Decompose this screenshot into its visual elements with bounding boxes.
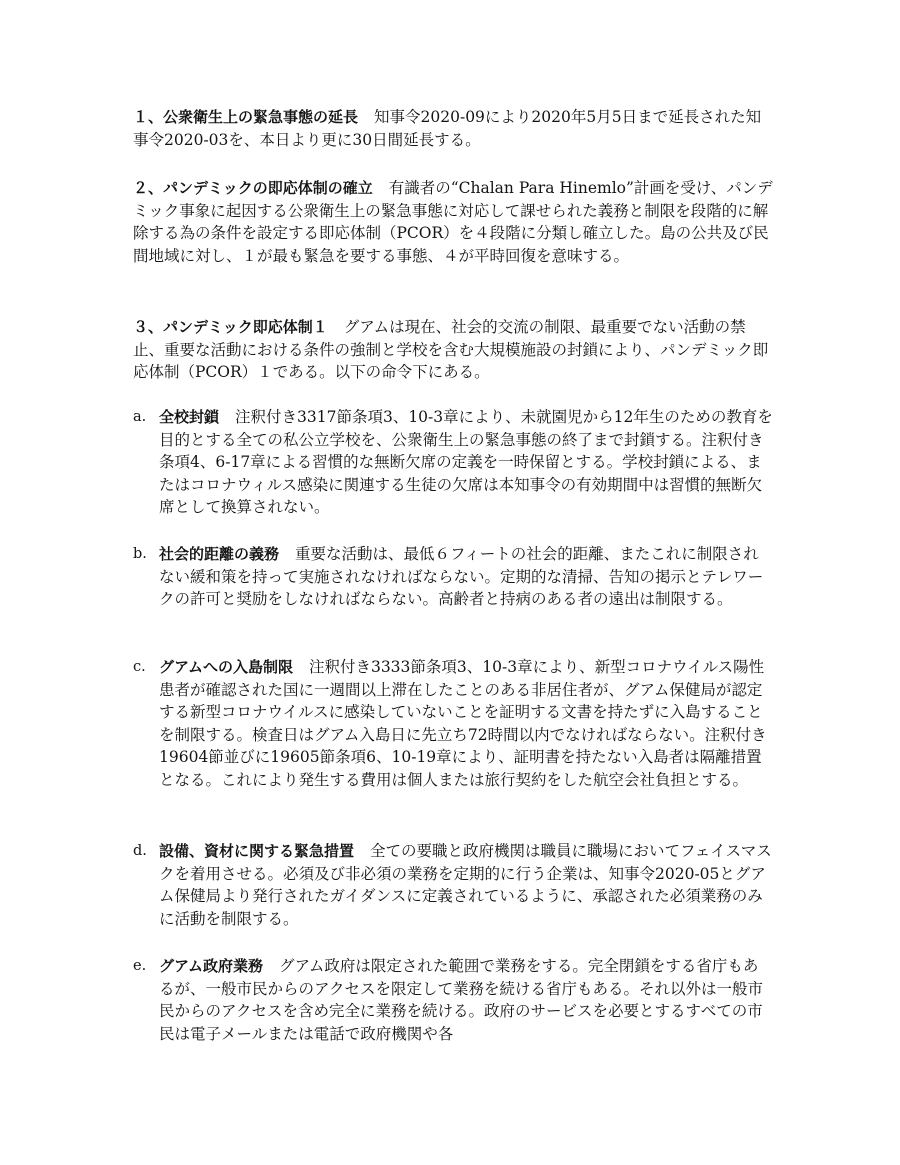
list-item-heading: 設備、資材に関する緊急措置 [159, 842, 355, 860]
list-item-b [133, 543, 773, 611]
list-marker: c. [133, 659, 146, 675]
list-item-text: 注釈付き3333節条項3、10-3章により、新型コロナウイルス陽性患者が確認された国に一週間以上滞在したことのある非居住者が、グアム保健局が認定する新型コロナウイルスに感染していないことを証明する文書を持たずに入島することを制限する。検査日はグアム入島日に先立ち72時間以内でなければならない。注釈付き19604節並びに19605節条項6、10-19章により、証明書を持たない入島者は隔離措置となる。これにより発生する費用は個人または旅行契約をした航空会社負担とする。 [159, 658, 767, 789]
list-item-d [133, 840, 773, 930]
list-item-text: 重要な活動は、最低６フィートの社会的距離、またこれに制限されない緩和策を持って実施されなければならない。定期的な清掃、告知の掲示とテレワークの許可と奨励をしなければならない。高齢者と持病のある者の遠出は制限する。 [159, 545, 764, 609]
list-item-body [159, 656, 773, 792]
section-3 [133, 316, 773, 384]
list-marker: b. [133, 546, 147, 562]
list-item-a [133, 406, 773, 519]
list-item-body [159, 543, 773, 611]
section-1-heading: １、公衆衛生上の緊急事態の延長 [133, 108, 359, 126]
list-item-c [133, 656, 773, 792]
section-2-heading: ２、パンデミックの即応体制の確立 [133, 179, 373, 197]
list-item-text: 注釈付き3317節条項3、10-3章により、未就園児から12年生のための教育を目的とする全ての私公立学校を、公衆衛生上の緊急事態の終了まで封鎖する。注釈付き条項4、6-17章による習慣的な無断欠席の定義を一時保留とする。学校封鎖による、またはコロナウィルス感染に関連する生徒の欠席は本知事令の有効期間中は習慣的無断欠席として換算されない。 [159, 408, 773, 517]
list-item-heading: グアム政府業務 [159, 957, 263, 975]
list-item-text: グアム政府は限定された範囲で業務をする。完全閉鎖をする省庁もあるが、一般市民からのアクセスを限定して業務を続ける省庁もある。それ以外は一般市民からのアクセスを含め完全に業務を続ける。政府のサービスを必要とするすべての市民は電子メールまたは電話で政府機関や各 [159, 957, 764, 1043]
section-1-text: 知事令2020-09により2020年5月5日まで延長された知事令2020-03を、本日より更に30日間延長する。 [133, 108, 762, 149]
list-item-body [159, 840, 773, 930]
section-2-text: 有識者の“Chalan Para Hinemlo”計画を受け、パンデミック事象に起因する公衆衛生上の緊急事態に対応して課せられた義務と制限を段階的に解除する為の条件を設定する即応体制（PCOR）を４段階に分類し確立した。島の公共及び民間地域に対し、１が最も緊急を要する事態、４が平時回復を意味する。 [133, 179, 773, 265]
list-item-e [133, 955, 773, 1045]
section-3-heading: ３、パンデミック即応体制１ [133, 318, 328, 336]
list-marker: d. [133, 843, 147, 859]
list-item-heading: 全校封鎖 [159, 408, 220, 426]
list-marker: a. [133, 409, 147, 425]
section-1 [133, 106, 773, 151]
list-item-heading: グアムへの入島制限 [159, 658, 293, 676]
section-2 [133, 177, 773, 267]
list-item-body [159, 406, 773, 519]
list-item-heading: 社会的距離の義務 [159, 545, 280, 563]
section-3-text: グアムは現在、社会的交流の制限、最重要でない活動の禁止、重要な活動における条件の強制と学校を含む大規模施設の封鎖により、パンデミック即応体制（PCOR）１である。以下の命令下にある。 [133, 318, 769, 382]
list-item-body [159, 955, 773, 1045]
list-item-text: 全ての要職と政府機関は職員に職場においてフェイスマスクを着用させる。必須及び非必須の業務を定期的に行う企業は、知事令2020-05とグアム保健局より発行されたガイダンスに定義されているように、承認された必須業務のみに活動を制限する。 [159, 842, 772, 928]
list-marker: e. [133, 958, 147, 974]
